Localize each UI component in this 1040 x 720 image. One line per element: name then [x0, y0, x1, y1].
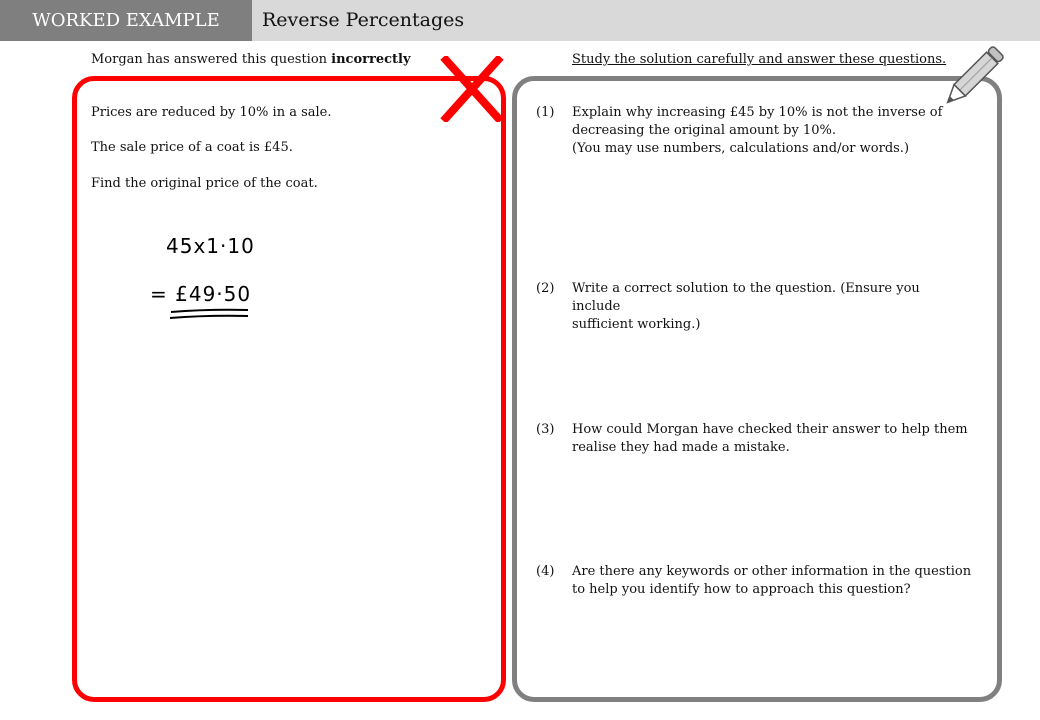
incorrect-answer-panel [72, 76, 506, 702]
question-number-1: (1) [536, 105, 555, 120]
question-line-3: Find the original price of the coat. [91, 176, 318, 191]
header-tag: WORKED EXAMPLE [0, 0, 252, 41]
question-3-line-1: How could Morgan have checked their answer to help them [572, 422, 968, 437]
question-1 [572, 104, 972, 158]
question-4-line-2: to help you identify how to approach this question? [572, 582, 911, 597]
question-number-4: (4) [536, 564, 555, 579]
questions-panel [512, 76, 1002, 702]
working-line-1: 45x1·10 [166, 234, 255, 258]
question-1-line-2: decreasing the original amount by 10%. [572, 123, 836, 138]
question-2 [572, 280, 972, 334]
answer-double-underline [168, 306, 252, 322]
question-2-line-1: Write a correct solution to the question. (Ensure you include [572, 281, 920, 314]
question-number-2: (2) [536, 281, 555, 296]
question-2-line-2: sufficient working.) [572, 317, 701, 332]
caption-prefix: Morgan has answered this question [91, 52, 332, 67]
question-4 [572, 563, 972, 599]
question-line-1: Prices are reduced by 10% in a sale. [91, 105, 332, 120]
question-3-line-2: realise they had made a mistake. [572, 440, 790, 455]
question-3 [572, 421, 972, 457]
study-caption: Study the solution carefully and answer these questions. [572, 52, 947, 67]
question-4-line-1: Are there any keywords or other information in the question [572, 564, 972, 579]
incorrect-caption [91, 52, 411, 67]
question-1-line-3: (You may use numbers, calculations and/or words.) [572, 141, 910, 156]
question-1-line-1: Explain why increasing £45 by 10% is not the inverse of [572, 105, 943, 120]
cross-icon [440, 56, 504, 122]
working-line-2: = £49·50 [150, 282, 252, 306]
page-title: Reverse Percentages [262, 9, 465, 31]
question-number-3: (3) [536, 422, 555, 437]
question-line-2: The sale price of a coat is £45. [91, 140, 293, 155]
caption-bold: incorrectly [331, 52, 411, 67]
